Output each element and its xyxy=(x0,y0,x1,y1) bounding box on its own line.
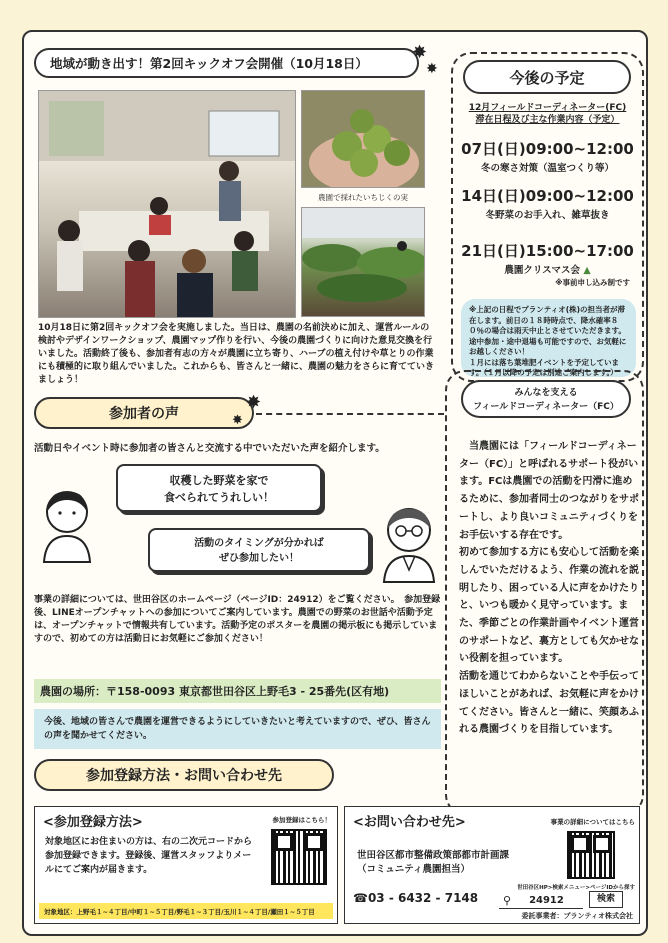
voice-bubble-2-line1: 活動のタイミングが分かれば xyxy=(194,538,324,549)
closing-message: 今後、地域の皆さんで農園を運営できるようにしていきたいと考えていますので、ぜひ、皆さんの声を聞かせてください。 xyxy=(34,709,441,749)
registration-title: 参加登録方法・お問い合わせ先 xyxy=(34,759,334,791)
fc-title-line1: みんなを支える xyxy=(514,388,578,398)
registration-qr-label: 参加登録はこちら！ xyxy=(272,816,331,824)
details-body: 事業の詳細については、世田谷区のホームページ（ページID：24912）をご覧ください。 参加登録後、LINEオープンチャットへの参加についてご案内しています。農園での野菜のお世話や活動予定は、オープンチャットで情報共有しています。活動予定のポスターを農園の掲示板にも掲示していますので、初めての方は活動日にお気軽にご参加ください！ xyxy=(34,595,441,644)
voice-bubble-1-line2: 食べられてうれしい！ xyxy=(164,491,274,504)
schedule-note-3: ※事前申し込み制です xyxy=(555,278,630,287)
registration-areas: 対象地区：上野毛１~４丁目/中町１~５丁目/野毛１~３丁目/玉川１~４丁目/瀬田１~５丁目 xyxy=(39,903,333,919)
workshop-photo xyxy=(38,90,296,318)
schedule-note-box: ※上記の日程でプランティオ(株)の担当者が滞在します。前日の１８時時点で、降水確率８０％の場合は雨天中止とさせていただきます。途中参加・途中退場も可能ですので、お気軽にお越しください！ １月には落ち葉堆肥イベントを予定しています。（１月以降の予定は別途ご案内します。） xyxy=(461,299,636,377)
contact-qr-label: 事業の詳細についてはこちら xyxy=(550,818,635,826)
schedule-panel xyxy=(451,52,644,382)
schedule-title: 今後の予定 xyxy=(463,60,631,94)
contact-search-button[interactable]: 検索 xyxy=(589,891,623,908)
sparkle-icon: ✸ xyxy=(412,42,428,63)
registration-box-title: <参加登録方法> xyxy=(43,815,143,830)
registration-qr-code[interactable] xyxy=(271,829,327,885)
woman-avatar-icon xyxy=(36,484,98,564)
contact-dept-line2: （コミュニティ農園担当） xyxy=(357,864,471,875)
newsletter-page xyxy=(22,30,648,936)
kickoff-body: 10月18日に第2回キックオフ会を実施しました。当日は、農園の名前決めに加え、運営ルールの検討やデザインワークショップ、農園マップ作りを行い、今後の農園づくりに向けた意見交換を行いました。活動終了後も、参加者有志の方々が農園に立ち寄り、ハーブの植え付けや草とりの作業にも積極的に取り組んでいました。これからも、皆さんと一緒に、農園の魅力をさらに育てていきましょう！ xyxy=(38,323,435,385)
search-icon: ⚲ xyxy=(503,894,512,907)
voices-divider xyxy=(256,413,444,415)
sparkle-icon: ✸ xyxy=(232,413,243,428)
voices-intro: 活動日やイベント時に参加者の皆さんと交流する中でいただいた声を紹介します。 xyxy=(34,443,385,454)
schedule-subtitle-line2: 滞在日程及び主な作業内容（予定） xyxy=(475,115,620,125)
schedule-date-2: 14日(日)09:00~12:00 xyxy=(461,187,634,205)
voice-bubble-2 xyxy=(148,528,370,572)
voice-bubble-1-line1: 収穫した野菜を家で xyxy=(169,474,269,487)
contact-search-field[interactable] xyxy=(499,893,583,909)
garden-photo xyxy=(301,207,425,317)
schedule-date-3: 21日(日)15:00~17:00 xyxy=(461,242,634,260)
sparkle-icon: ✸ xyxy=(426,61,438,77)
contact-search-value: 24912 xyxy=(529,895,564,906)
voice-bubble-1 xyxy=(116,464,322,512)
fig-photo xyxy=(301,90,425,188)
schedule-subtitle xyxy=(453,102,642,126)
fc-title-line2: フィールドコーディネーター（FC） xyxy=(473,402,619,412)
tree-icon: ▲ xyxy=(583,265,591,276)
schedule-desc-1: 冬の寒さ対策（温室つくり等） xyxy=(480,163,614,174)
garden-photo-illustration xyxy=(302,208,425,317)
contact-box-title: <お問い合わせ先> xyxy=(353,815,466,830)
fc-title xyxy=(461,380,631,418)
man-avatar-icon xyxy=(376,500,442,584)
fig-photo-illustration xyxy=(302,91,425,188)
registration-box xyxy=(34,806,338,924)
contractor-credit: 委託事業者：プランティオ株式会社 xyxy=(521,912,633,920)
registration-body: 対象地区にお住まいの方は、右の二次元コードから参加登録できます。登録後、運営スタッフよりメールにてご案内が届きます。 xyxy=(45,837,253,875)
fc-panel xyxy=(445,370,644,815)
kickoff-title-text: 地域が動き出す！第2回キックオフ会開催（10月18日） xyxy=(50,56,368,71)
contact-dept-line1: 世田谷区都市整備政策部都市計画課 xyxy=(357,850,510,861)
fig-photo-caption: 農園で採れたいちじくの実 xyxy=(318,193,408,202)
workshop-photo-illustration xyxy=(39,91,296,318)
contact-phone[interactable]: ☎03 - 6432 - 7148 xyxy=(353,891,479,905)
contact-box xyxy=(344,806,640,924)
contact-qr-code[interactable] xyxy=(567,831,615,879)
voices-title: 参加者の声 xyxy=(34,397,254,429)
fc-body: 当農園には「フィールドコーディネーター（FC）」と呼ばれるサポート役がいます。FCは農園での活動を円滑に進めるために、参加者同士のつながりをサポートし、より良いコミュニティづくりをお手伝いする存在です。 初めて参加する方にも安心して活動を楽しんでいただけるよう、作業の流れを説明したり、困っている人に声をかけたりと、いつも暖かく見守っています。また、季節ごとの作業計画やイベント運営のサポートなど、裏方としても欠かせない役割を担っています。 活動を通じてわからないことや手伝ってほしいことがあれば、お気軽に声をかけてください。皆さんと一緒に、笑顔あふれる農園づくりを目指しています。 xyxy=(459,441,639,736)
schedule-date-1: 07日(日)09:00~12:00 xyxy=(461,140,634,158)
sparkle-icon: ✸ xyxy=(246,392,262,413)
schedule-desc-3-text: 農園クリスマス会 xyxy=(504,265,580,276)
contact-search-hint: 世田谷区HP>検索メニュー>ページIDから探す xyxy=(517,885,635,891)
schedule-desc-3 xyxy=(453,262,642,276)
schedule-subtitle-line1: 12月フィールドコーディネーター(FC) xyxy=(468,103,627,113)
schedule-desc-2: 冬野菜のお手入れ、雑草抜き xyxy=(485,210,610,221)
voice-bubble-2-line2: ぜひ参加したい！ xyxy=(219,553,299,564)
farm-location: 農園の場所：〒158-0093 東京都世田谷区上野毛3 - 25番先(区有地) xyxy=(34,679,441,703)
kickoff-title xyxy=(34,48,419,78)
